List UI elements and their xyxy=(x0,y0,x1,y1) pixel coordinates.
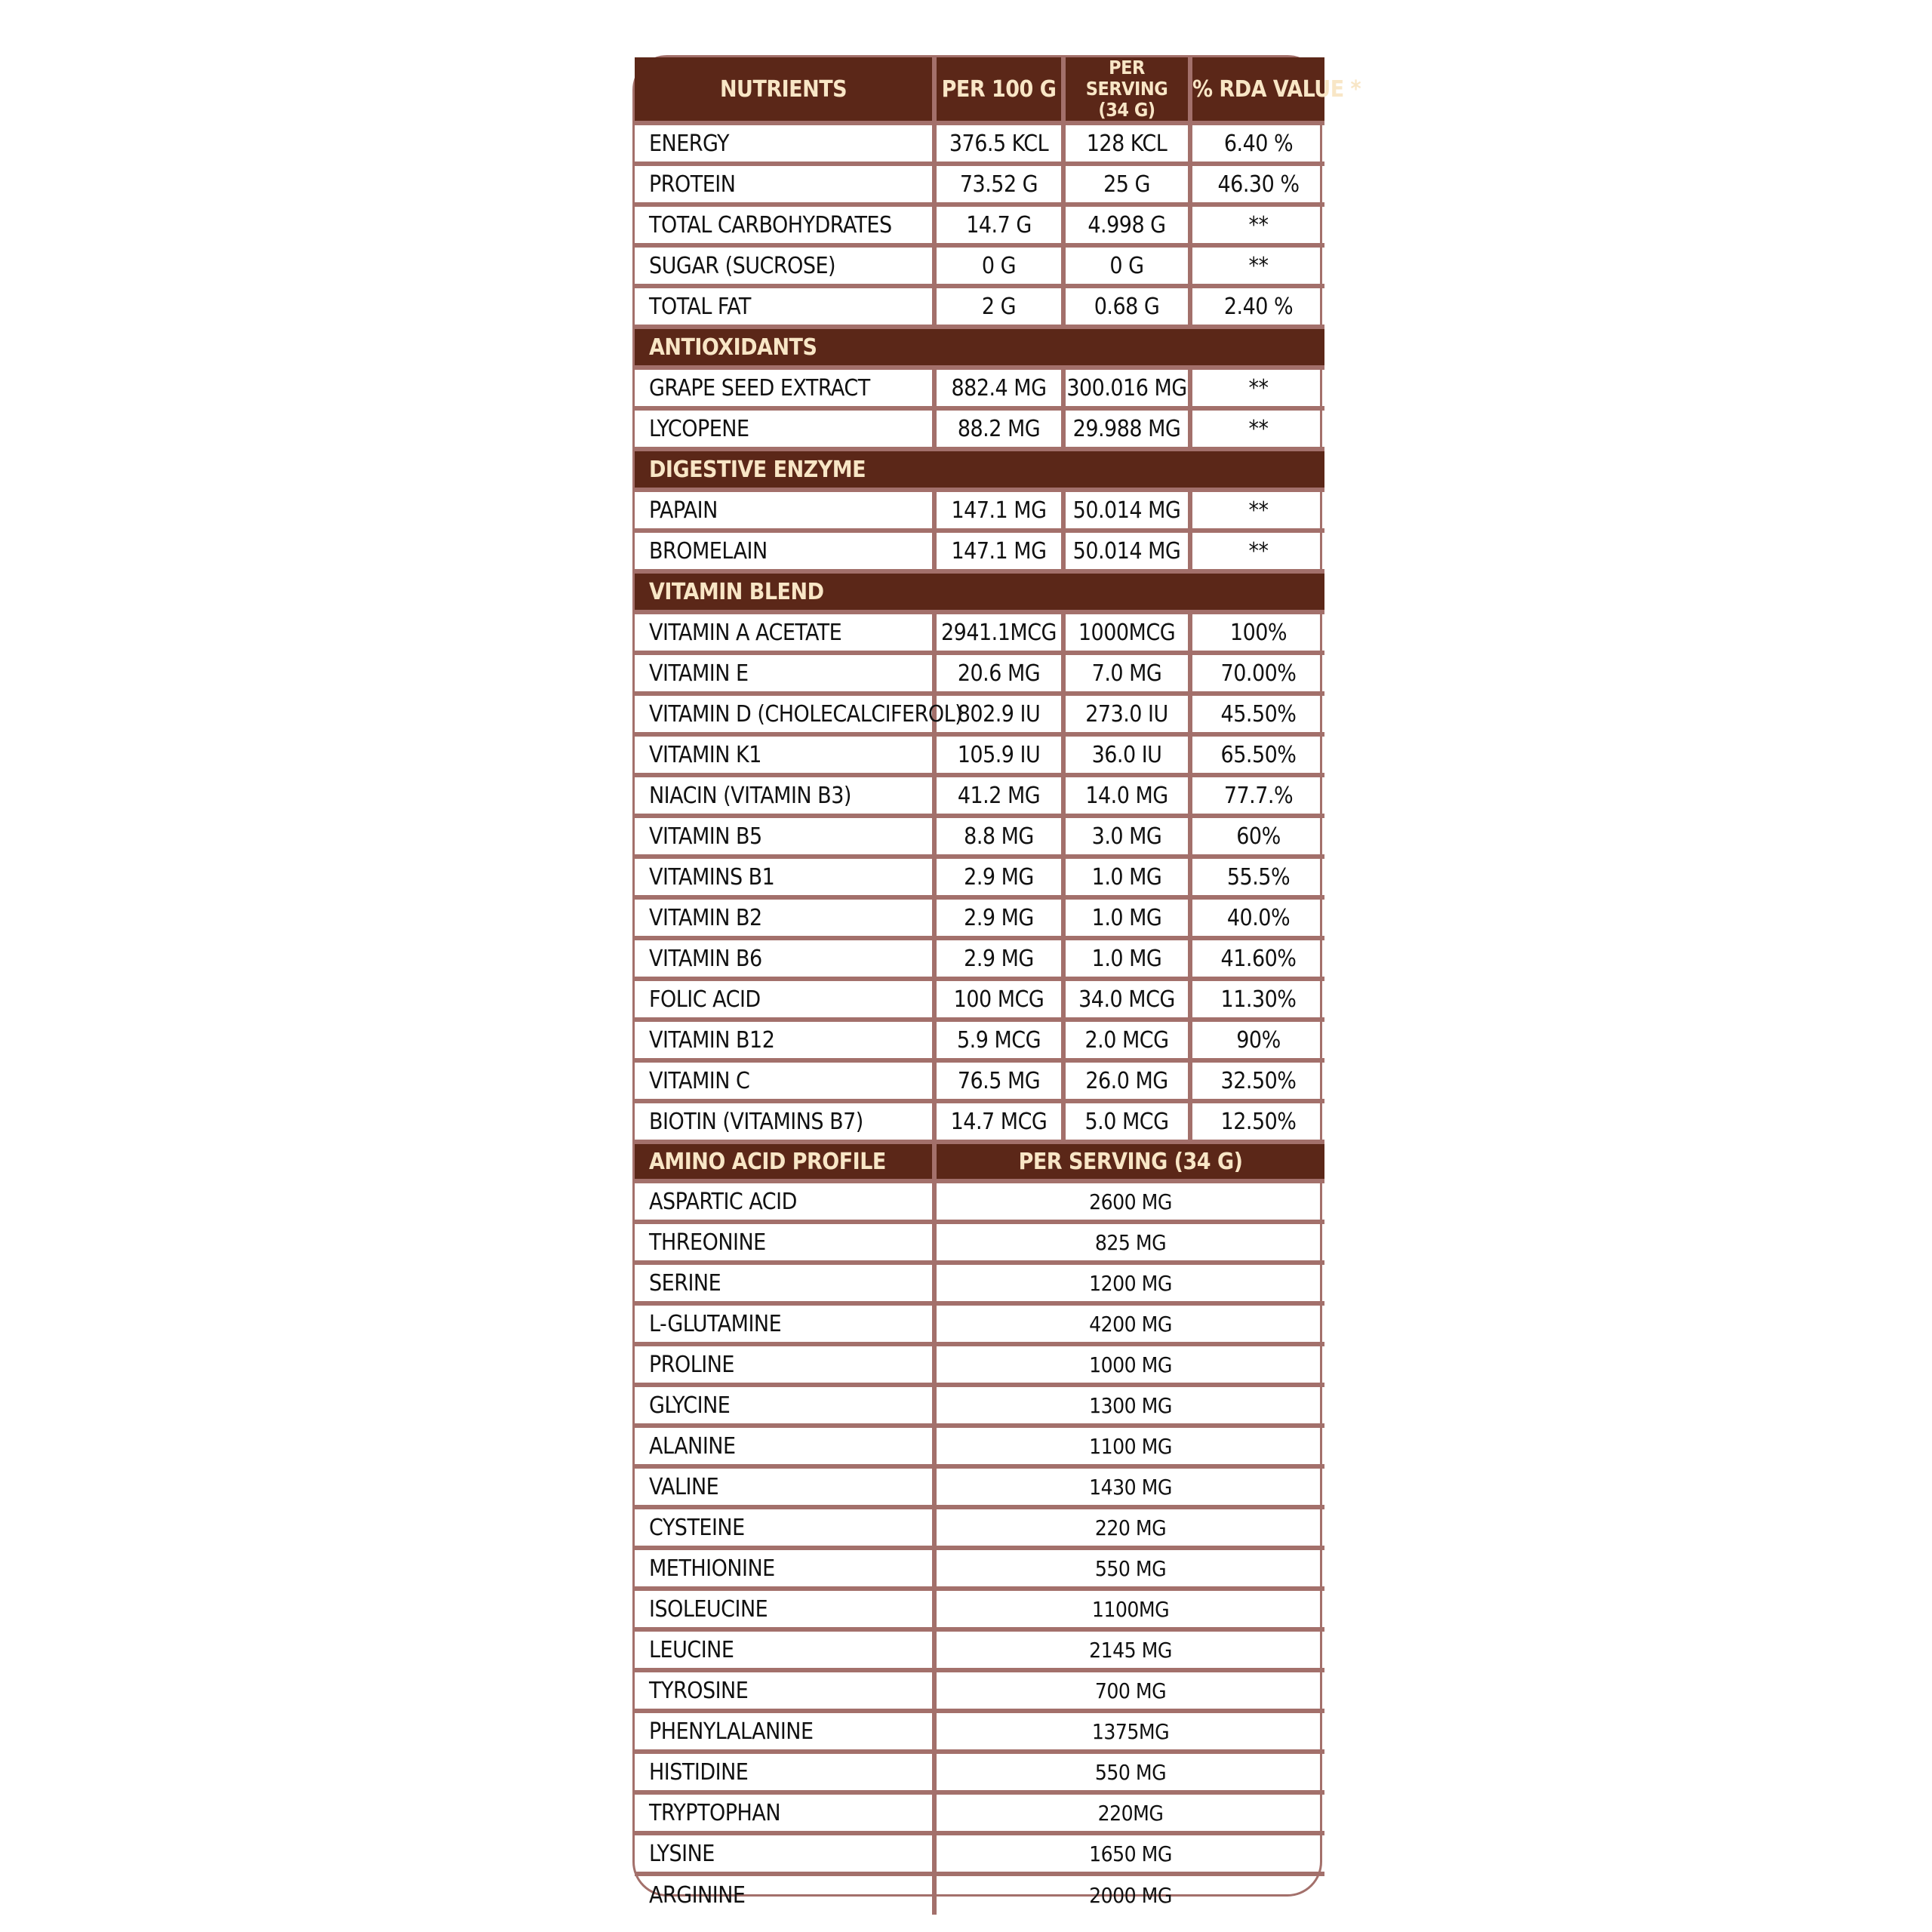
section-title: DIGESTIVE ENZYME xyxy=(635,449,1324,490)
rda-value: 40.0% xyxy=(1190,897,1324,938)
nutrient-name: VITAMIN B5 xyxy=(635,816,934,857)
table-row xyxy=(635,734,1324,775)
per-100g-value: 8.8 MG xyxy=(934,816,1063,857)
table-row xyxy=(635,1181,1324,1222)
amino-acid-value: 4200 MG xyxy=(934,1303,1324,1344)
table-row xyxy=(635,1833,1324,1874)
per-100g-value: 2941.1MCG xyxy=(934,612,1063,653)
amino-acid-value: 220 MG xyxy=(934,1507,1324,1548)
amino-acid-value: 1650 MG xyxy=(934,1833,1324,1874)
rda-value: 55.5% xyxy=(1190,857,1324,897)
rda-value: 6.40 % xyxy=(1190,123,1324,164)
nutrient-name: VITAMIN B6 xyxy=(635,938,934,979)
per-serving-value: 1.0 MG xyxy=(1063,897,1190,938)
per-100g-value: 802.9 IU xyxy=(934,694,1063,734)
rda-value: ** xyxy=(1190,490,1324,531)
amino-acid-name: PROLINE xyxy=(635,1344,934,1385)
per-serving-value: 128 KCL xyxy=(1063,123,1190,164)
rda-value: 41.60% xyxy=(1190,938,1324,979)
rda-value: 100% xyxy=(1190,612,1324,653)
table-row xyxy=(635,1548,1324,1589)
table-row xyxy=(635,1670,1324,1711)
amino-acid-name: ASPARTIC ACID xyxy=(635,1181,934,1222)
per-serving-value: 14.0 MG xyxy=(1063,775,1190,816)
rda-value: 45.50% xyxy=(1190,694,1324,734)
nutrient-name: VITAMIN B12 xyxy=(635,1020,934,1060)
rda-value: ** xyxy=(1190,531,1324,571)
per-serving-value: 3.0 MG xyxy=(1063,816,1190,857)
amino-acid-value: 1200 MG xyxy=(934,1263,1324,1303)
per-serving-value: 2.0 MCG xyxy=(1063,1020,1190,1060)
rda-value: 11.30% xyxy=(1190,979,1324,1020)
table-row xyxy=(635,612,1324,653)
table-row xyxy=(635,1507,1324,1548)
rda-value: 90% xyxy=(1190,1020,1324,1060)
per-serving-value: 29.988 MG xyxy=(1063,408,1190,449)
table-row xyxy=(635,123,1324,164)
rda-value: 65.50% xyxy=(1190,734,1324,775)
table-row xyxy=(635,653,1324,694)
table-row xyxy=(635,245,1324,286)
per-100g-value: 100 MCG xyxy=(934,979,1063,1020)
table-row xyxy=(635,694,1324,734)
rda-value: ** xyxy=(1190,205,1324,245)
table-row xyxy=(635,1020,1324,1060)
table-row xyxy=(635,1874,1324,1915)
nutrient-name: FOLIC ACID xyxy=(635,979,934,1020)
per-serving-value: 1.0 MG xyxy=(1063,938,1190,979)
amino-acid-name: LYSINE xyxy=(635,1833,934,1874)
section-digestive-enzyme xyxy=(635,449,1324,490)
amino-serving-header: PER SERVING (34 G) xyxy=(934,1142,1324,1181)
per-serving-value: 25 G xyxy=(1063,164,1190,205)
per-serving-value: 1000MCG xyxy=(1063,612,1190,653)
nutrition-table xyxy=(635,57,1361,1915)
table-row xyxy=(635,816,1324,857)
per-serving-value: 0 G xyxy=(1063,245,1190,286)
per-100g-value: 147.1 MG xyxy=(934,490,1063,531)
per-100g-value: 2.9 MG xyxy=(934,857,1063,897)
nutrient-name: VITAMIN K1 xyxy=(635,734,934,775)
per-serving-value: 300.016 MG xyxy=(1063,368,1190,408)
amino-acid-name: METHIONINE xyxy=(635,1548,934,1589)
table-row xyxy=(635,1263,1324,1303)
nutrient-name: TOTAL FAT xyxy=(635,286,934,327)
amino-acid-value: 550 MG xyxy=(934,1752,1324,1792)
rda-value: 2.40 % xyxy=(1190,286,1324,327)
header-per-100g: PER 100 G xyxy=(934,57,1063,123)
section-title: ANTIOXIDANTS xyxy=(635,327,1324,368)
table-row xyxy=(635,1426,1324,1466)
nutrient-name: PROTEIN xyxy=(635,164,934,205)
per-serving-value: 36.0 IU xyxy=(1063,734,1190,775)
amino-acid-value: 1375MG xyxy=(934,1711,1324,1752)
amino-acid-name: ARGININE xyxy=(635,1874,934,1915)
per-serving-value: 5.0 MCG xyxy=(1063,1101,1190,1142)
amino-acid-name: TRYPTOPHAN xyxy=(635,1792,934,1833)
per-100g-value: 0 G xyxy=(934,245,1063,286)
table-row xyxy=(635,1752,1324,1792)
per-serving-value: 50.014 MG xyxy=(1063,531,1190,571)
section-amino-acid-profile xyxy=(635,1142,1324,1181)
table-row xyxy=(635,1589,1324,1629)
table-row xyxy=(635,1344,1324,1385)
amino-acid-name: ISOLEUCINE xyxy=(635,1589,934,1629)
nutrient-name: VITAMIN D (CHOLECALCIFEROL) xyxy=(635,694,934,734)
per-serving-value: 4.998 G xyxy=(1063,205,1190,245)
amino-acid-value: 825 MG xyxy=(934,1222,1324,1263)
per-100g-value: 2.9 MG xyxy=(934,897,1063,938)
amino-acid-value: 1300 MG xyxy=(934,1385,1324,1426)
table-row xyxy=(635,205,1324,245)
nutrient-name: BIOTIN (VITAMINS B7) xyxy=(635,1101,934,1142)
per-100g-value: 88.2 MG xyxy=(934,408,1063,449)
table-row xyxy=(635,938,1324,979)
per-100g-value: 14.7 MCG xyxy=(934,1101,1063,1142)
table-row xyxy=(635,897,1324,938)
per-serving-value: 34.0 MCG xyxy=(1063,979,1190,1020)
table-row xyxy=(635,1303,1324,1344)
per-100g-value: 147.1 MG xyxy=(934,531,1063,571)
table-row xyxy=(635,408,1324,449)
per-serving-value: 7.0 MG xyxy=(1063,653,1190,694)
per-100g-value: 2 G xyxy=(934,286,1063,327)
table-row xyxy=(635,1385,1324,1426)
amino-acid-value: 2145 MG xyxy=(934,1629,1324,1670)
amino-acid-value: 1430 MG xyxy=(934,1466,1324,1507)
per-100g-value: 20.6 MG xyxy=(934,653,1063,694)
nutrient-name: NIACIN (VITAMIN B3) xyxy=(635,775,934,816)
per-serving-value: 0.68 G xyxy=(1063,286,1190,327)
per-100g-value: 76.5 MG xyxy=(934,1060,1063,1101)
amino-acid-name: ALANINE xyxy=(635,1426,934,1466)
section-vitamin-blend xyxy=(635,571,1324,612)
amino-acid-value: 1100 MG xyxy=(934,1426,1324,1466)
amino-acid-name: CYSTEINE xyxy=(635,1507,934,1548)
nutrient-name: LYCOPENE xyxy=(635,408,934,449)
per-serving-value: 273.0 IU xyxy=(1063,694,1190,734)
table-row xyxy=(635,857,1324,897)
amino-acid-value: 2600 MG xyxy=(934,1181,1324,1222)
table-row xyxy=(635,490,1324,531)
table-row xyxy=(635,531,1324,571)
amino-acid-value: 1100MG xyxy=(934,1589,1324,1629)
per-100g-value: 882.4 MG xyxy=(934,368,1063,408)
header-rda: % RDA VALUE * xyxy=(1190,57,1324,123)
table-row xyxy=(635,368,1324,408)
amino-acid-name: HISTIDINE xyxy=(635,1752,934,1792)
nutrient-name: TOTAL CARBOHYDRATES xyxy=(635,205,934,245)
rda-value: 60% xyxy=(1190,816,1324,857)
rda-value: ** xyxy=(1190,368,1324,408)
per-100g-value: 41.2 MG xyxy=(934,775,1063,816)
per-100g-value: 5.9 MCG xyxy=(934,1020,1063,1060)
per-100g-value: 2.9 MG xyxy=(934,938,1063,979)
amino-acid-name: PHENYLALANINE xyxy=(635,1711,934,1752)
table-row xyxy=(635,1792,1324,1833)
amino-acid-name: LEUCINE xyxy=(635,1629,934,1670)
amino-acid-name: VALINE xyxy=(635,1466,934,1507)
rda-value: 32.50% xyxy=(1190,1060,1324,1101)
amino-acid-value: 700 MG xyxy=(934,1670,1324,1711)
table-row xyxy=(635,1629,1324,1670)
per-serving-value: 26.0 MG xyxy=(1063,1060,1190,1101)
nutrient-name: VITAMIN A ACETATE xyxy=(635,612,934,653)
nutrient-name: VITAMIN E xyxy=(635,653,934,694)
nutrient-name: ENERGY xyxy=(635,123,934,164)
amino-acid-name: SERINE xyxy=(635,1263,934,1303)
nutrient-name: VITAMIN B2 xyxy=(635,897,934,938)
amino-acid-value: 220MG xyxy=(934,1792,1324,1833)
table-row xyxy=(635,1060,1324,1101)
section-title: VITAMIN BLEND xyxy=(635,571,1324,612)
rda-value: 77.7.% xyxy=(1190,775,1324,816)
amino-acid-value: 2000 MG xyxy=(934,1874,1324,1915)
amino-acid-value: 550 MG xyxy=(934,1548,1324,1589)
per-serving-value: 1.0 MG xyxy=(1063,857,1190,897)
amino-acid-value: 1000 MG xyxy=(934,1344,1324,1385)
table-row xyxy=(635,286,1324,327)
table-row xyxy=(635,1222,1324,1263)
header-per-serving: PER SERVING (34 G) xyxy=(1063,57,1190,123)
rda-value: 46.30 % xyxy=(1190,164,1324,205)
nutrient-name: VITAMINS B1 xyxy=(635,857,934,897)
per-serving-value: 50.014 MG xyxy=(1063,490,1190,531)
per-100g-value: 14.7 G xyxy=(934,205,1063,245)
nutrient-name: PAPAIN xyxy=(635,490,934,531)
amino-acid-name: L-GLUTAMINE xyxy=(635,1303,934,1344)
nutrient-name: BROMELAIN xyxy=(635,531,934,571)
section-title: AMINO ACID PROFILE xyxy=(635,1142,934,1181)
amino-acid-name: GLYCINE xyxy=(635,1385,934,1426)
amino-acid-name: THREONINE xyxy=(635,1222,934,1263)
table-row xyxy=(635,164,1324,205)
table-row xyxy=(635,1101,1324,1142)
per-100g-value: 73.52 G xyxy=(934,164,1063,205)
table-row xyxy=(635,775,1324,816)
nutrient-name: SUGAR (SUCROSE) xyxy=(635,245,934,286)
table-row xyxy=(635,979,1324,1020)
rda-value: 12.50% xyxy=(1190,1101,1324,1142)
header-nutrients: NUTRIENTS xyxy=(635,57,934,123)
nutrient-name: GRAPE SEED EXTRACT xyxy=(635,368,934,408)
rda-value: ** xyxy=(1190,408,1324,449)
nutrient-name: VITAMIN C xyxy=(635,1060,934,1101)
table-row xyxy=(635,1711,1324,1752)
section-antioxidants xyxy=(635,327,1324,368)
per-100g-value: 105.9 IU xyxy=(934,734,1063,775)
table-header-row xyxy=(635,57,1324,123)
amino-acid-name: TYROSINE xyxy=(635,1670,934,1711)
per-100g-value: 376.5 KCL xyxy=(934,123,1063,164)
table-row xyxy=(635,1466,1324,1507)
rda-value: ** xyxy=(1190,245,1324,286)
rda-value: 70.00% xyxy=(1190,653,1324,694)
nutrition-facts-panel xyxy=(632,55,1361,1909)
